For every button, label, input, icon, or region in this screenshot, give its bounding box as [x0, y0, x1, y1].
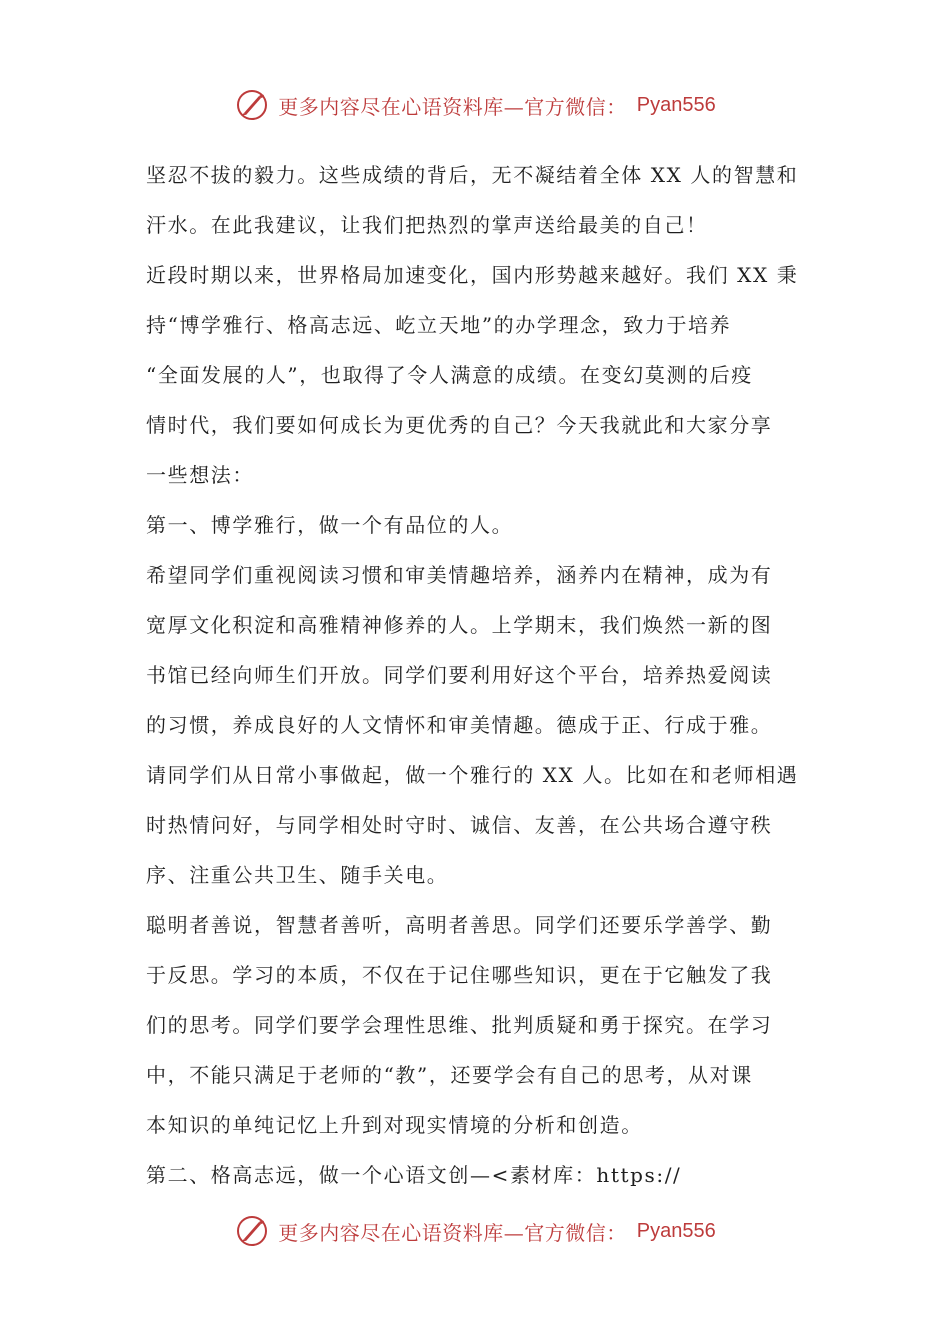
section-heading-link-line: 第二、格高志远，做一个心语文创—<素材库：https:// [146, 1163, 682, 1187]
text-line: 们的思考。同学们要学会理性思维、批判质疑和勇于探究。在学习 [146, 1013, 773, 1037]
text-line: 情时代，我们要如何成长为更优秀的自己？今天我就此和大家分享 [146, 413, 773, 437]
text-line: 持“博学雅行、格高志远、屹立天地”的办学理念，致力于培养 [146, 313, 732, 337]
quill-logo-icon [234, 1213, 270, 1249]
watermark-text: 更多内容尽在心语资料库—官方微信： [278, 1220, 627, 1245]
footer-watermark [0, 1210, 950, 1252]
text-line: 请同学们从日常小事做起，做一个雅行的 XX 人。比如在和老师相遇 [146, 763, 799, 787]
text-line: 序、注重公共卫生、随手关电。 [146, 863, 449, 887]
header-watermark [0, 84, 950, 126]
text-line: 聪明者善说，智慧者善听，高明者善思。同学们还要乐学善学、勤 [146, 913, 773, 937]
watermark-wechat-id: Pyan556 [636, 1219, 716, 1242]
text-line: “全面发展的人”，也取得了令人满意的成绩。在变幻莫测的后疫 [146, 363, 753, 387]
watermark-text: 更多内容尽在心语资料库—官方微信： [278, 94, 627, 119]
watermark-wechat-id: Pyan556 [636, 93, 716, 116]
text-line: 本知识的单纯记忆上升到对现实情境的分析和创造。 [146, 1113, 643, 1137]
text-line: 坚忍不拔的毅力。这些成绩的背后，无不凝结着全体 XX 人的智慧和 [146, 163, 799, 187]
text-line: 希望同学们重视阅读习惯和审美情趣培养，涵养内在精神，成为有 [146, 563, 773, 587]
text-line: 于反思。学习的本质，不仅在于记住哪些知识，更在于它触发了我 [146, 963, 773, 987]
document-body [146, 150, 806, 1200]
text-line: 宽厚文化积淀和高雅精神修养的人。上学期末，我们焕然一新的图 [146, 613, 773, 637]
section-heading: 第一、博学雅行，做一个有品位的人。 [146, 513, 514, 537]
text-line: 一些想法： [146, 463, 254, 487]
text-line: 汗水。在此我建议，让我们把热烈的掌声送给最美的自己！ [146, 213, 708, 237]
text-line: 近段时期以来，世界格局加速变化，国内形势越来越好。我们 XX 秉 [146, 263, 799, 287]
text-line: 书馆已经向师生们开放。同学们要利用好这个平台，培养热爱阅读 [146, 663, 773, 687]
text-line: 的习惯，养成良好的人文情怀和审美情趣。德成于正、行成于雅。 [146, 713, 773, 737]
text-line: 中，不能只满足于老师的“教”，还要学会有自己的思考，从对课 [146, 1063, 753, 1087]
text-line: 时热情问好，与同学相处时守时、诚信、友善，在公共场合遵守秩 [146, 813, 773, 837]
quill-logo-icon [234, 87, 270, 123]
